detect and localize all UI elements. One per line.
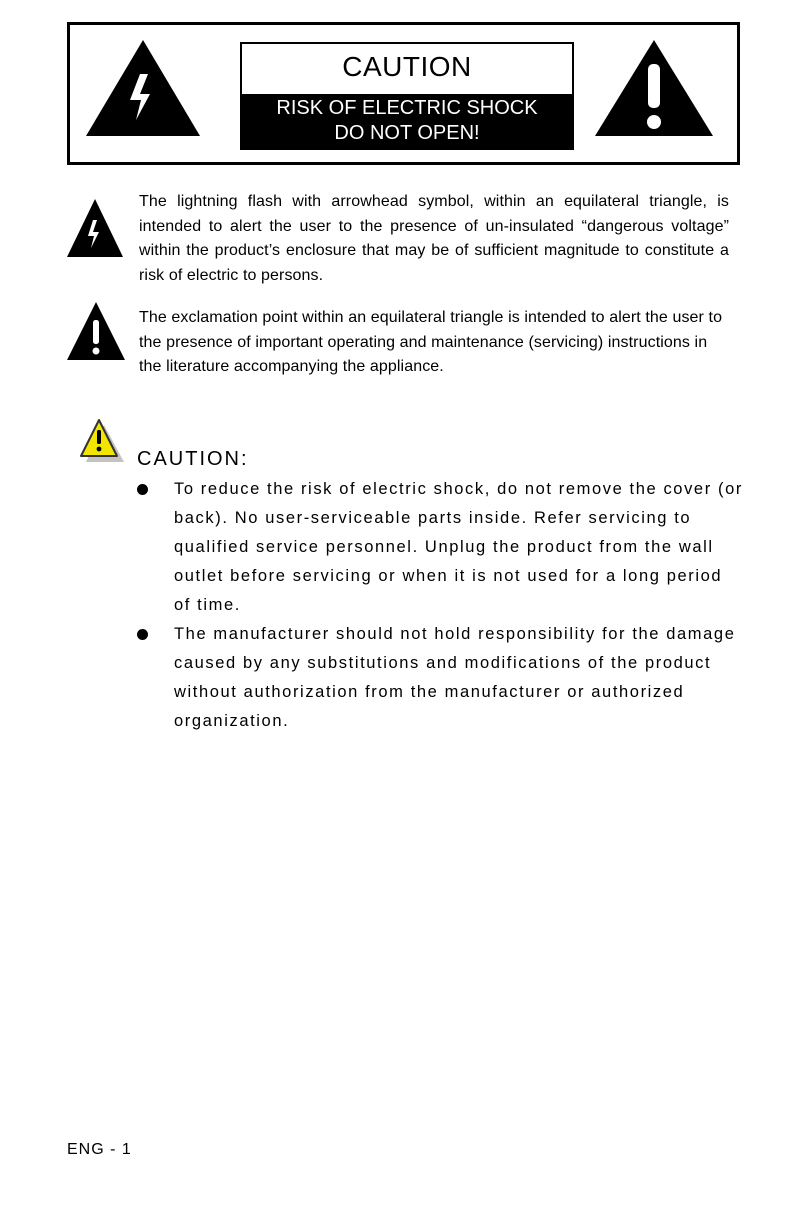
caution-panel — [240, 42, 574, 150]
banner-title: CAUTION — [342, 51, 472, 82]
lightning-triangle-icon — [84, 38, 202, 138]
banner-line-1: RISK OF ELECTRIC SHOCK — [276, 97, 538, 119]
exclamation-triangle-icon — [593, 38, 715, 138]
caution-item-text: The manufacturer should not hold responsibility for the damage caused by any substitutions and modifications of the product without authorization from the manufacturer or authorized organization. — [174, 625, 736, 730]
banner-warning — [242, 94, 572, 148]
caution-banner — [67, 22, 740, 165]
caution-heading: CAUTION: — [137, 448, 249, 470]
page-number: ENG - 1 — [67, 1141, 132, 1158]
list-item — [135, 620, 745, 736]
list-item — [135, 475, 745, 620]
lightning-triangle-icon — [66, 198, 124, 258]
caution-list — [135, 475, 745, 736]
bullet-icon — [137, 629, 148, 640]
banner-line-2: DO NOT OPEN! — [334, 122, 480, 144]
exclamation-symbol-description: The exclamation point within an equilateral triangle is intended to alert the user to the presence of important operating and maintenance (servicing) instructions in the literature accompanying the appliance. — [139, 309, 723, 375]
warning-icon — [78, 417, 136, 463]
lightning-symbol-description: The lightning flash with arrowhead symbol, within an equilateral triangle, is intended to alert the user to the presence of un-insulated “dangerous voltage” within the product’s enclosure that may be of sufficient magnitude to constitute a risk of electric to persons. — [139, 193, 729, 284]
bullet-icon — [137, 484, 148, 495]
caution-item-text: To reduce the risk of electric shock, do not remove the cover (or back). No user-serviceable parts inside. Refer servicing to qualified service personnel. Unplug the product from the wall outlet before servicing or when it is not used for a long period of time. — [174, 480, 743, 614]
exclamation-triangle-icon — [66, 301, 126, 361]
